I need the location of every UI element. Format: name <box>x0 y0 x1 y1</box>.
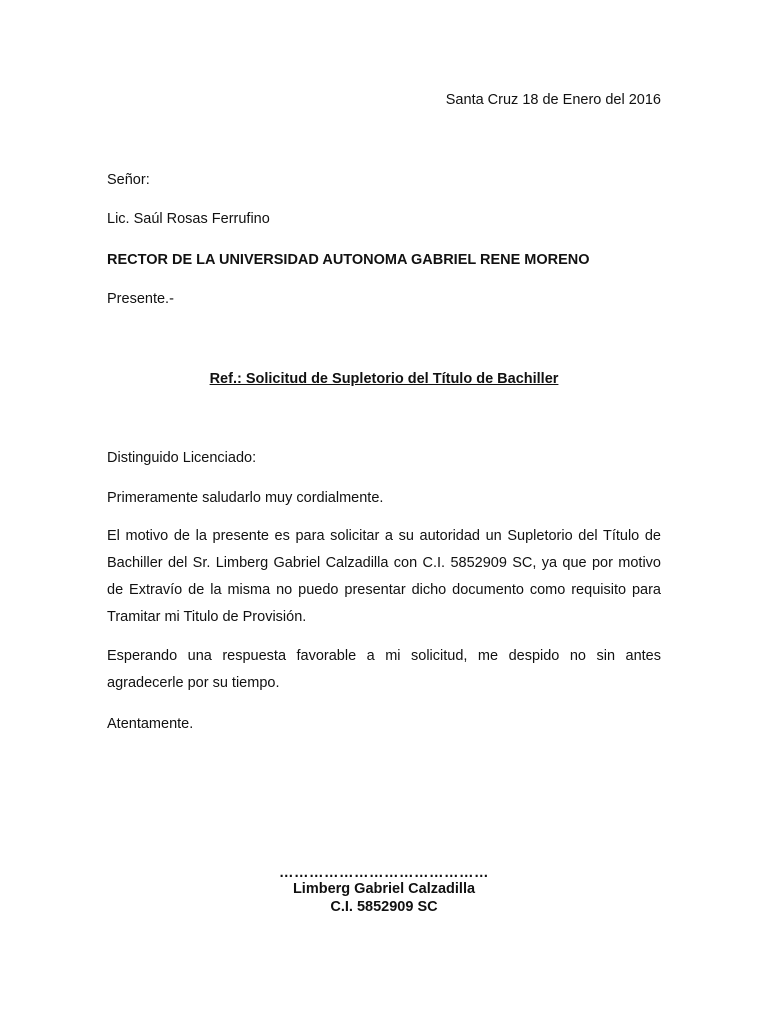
greeting: Distinguido Licenciado: <box>107 450 257 466</box>
salutation: Señor: <box>107 172 150 188</box>
recipient-title: RECTOR DE LA UNIVERSIDAD AUTONOMA GABRIEL RENE MORENO <box>107 252 590 268</box>
presente-line: Presente.- <box>107 291 174 307</box>
recipient-name: Lic. Saúl Rosas Ferrufino <box>107 211 270 227</box>
signature-block <box>214 866 554 916</box>
closing-paragraph: Esperando una respuesta favorable a mi solicitud, me despido no sin antes agradecerle por su tiempo. <box>107 648 661 691</box>
letter-date: Santa Cruz 18 de Enero del 2016 <box>445 92 661 108</box>
signature-id: C.I. 5852909 SC <box>330 899 438 915</box>
farewell: Atentamente. <box>107 716 194 732</box>
signature-name: Limberg Gabriel Calzadilla <box>292 881 476 897</box>
intro-paragraph: Primeramente saludarlo muy cordialmente. <box>107 490 384 506</box>
reference-line: Ref.: Solicitud de Supletorio del Título de Bachiller <box>209 371 559 387</box>
signature-line: …………………………………… <box>279 865 489 881</box>
body-paragraph: El motivo de la presente es para solicitar a su autoridad un Supletorio del Título de Bachiller del Sr. Limberg Gabriel Calzadilla con C.I. 5852909 SC, ya que por motivo de Extravío de la misma no puedo presentar dicho documento como requisito para Tramitar mi Titulo de Provisión. <box>107 528 661 625</box>
